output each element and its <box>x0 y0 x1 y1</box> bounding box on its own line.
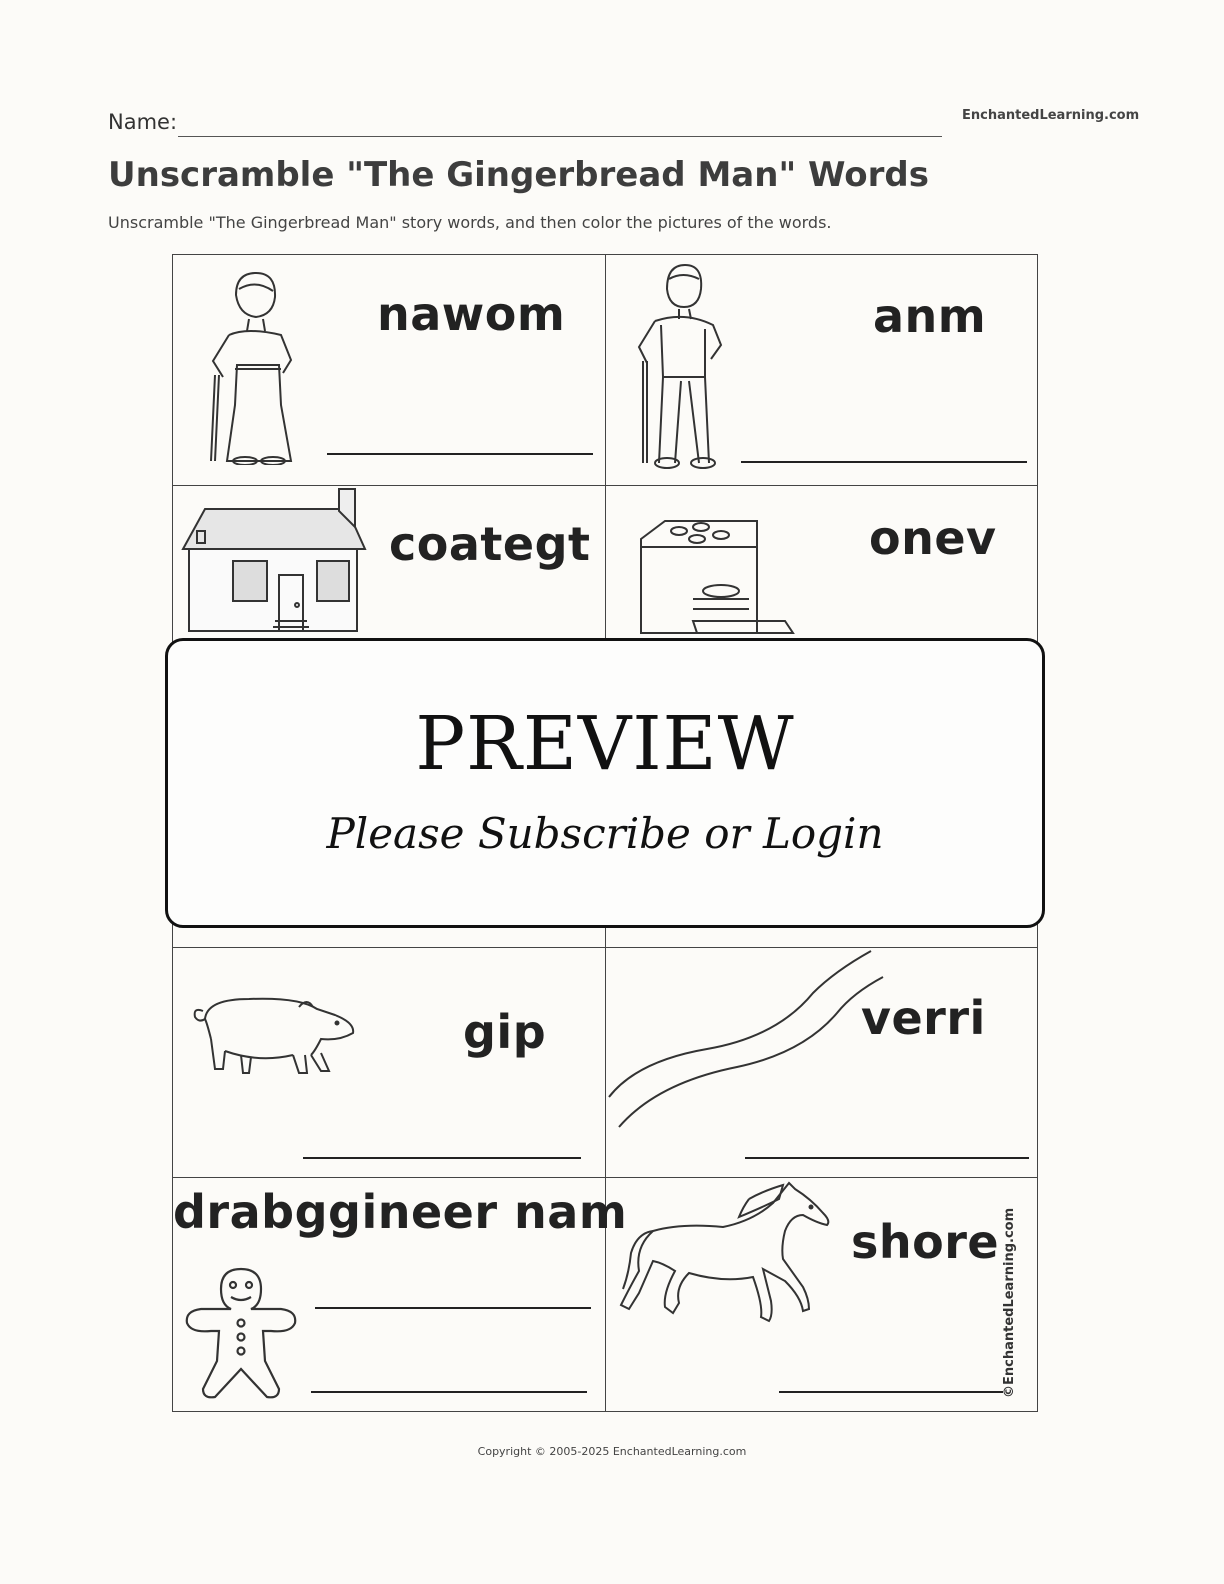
grid-divider-row-1 <box>173 485 1037 486</box>
oven-image <box>637 517 797 637</box>
old-woman-image <box>201 265 311 465</box>
answer-line-pig[interactable] <box>303 1157 581 1159</box>
preview-overlay[interactable] <box>165 638 1045 928</box>
pig-image <box>189 993 359 1083</box>
page-title: Unscramble "The Gingerbread Man" Words <box>108 155 929 195</box>
gingerbread-man-image <box>181 1265 301 1401</box>
grid-divider-row-4 <box>173 1177 1037 1178</box>
scrambled-word-man: anm <box>873 289 987 343</box>
cottage-image <box>179 487 369 637</box>
answer-line-gingerbread-man-2[interactable] <box>311 1391 587 1393</box>
scrambled-word-cottage: coategt <box>389 517 591 571</box>
answer-line-river[interactable] <box>745 1157 1029 1159</box>
answer-line-man[interactable] <box>741 461 1027 463</box>
preview-subscribe-login[interactable]: Please Subscribe or Login <box>326 809 884 858</box>
scrambled-word-river: verri <box>861 991 986 1045</box>
scrambled-word-woman: nawom <box>377 287 566 341</box>
answer-line-horse[interactable] <box>779 1391 1003 1393</box>
copyright: Copyright © 2005-2025 EnchantedLearning.com <box>477 1445 747 1458</box>
scrambled-word-horse: shore <box>851 1215 1000 1269</box>
scrambled-word-pig: gip <box>463 1005 547 1059</box>
site-name: EnchantedLearning.com <box>962 108 1140 123</box>
preview-title: PREVIEW <box>415 701 795 787</box>
scrambled-word-gingerbread-man: drabggineer nam <box>173 1185 628 1239</box>
name-label: Name: <box>108 110 178 134</box>
name-line <box>178 136 942 137</box>
scrambled-word-oven: onev <box>869 511 997 565</box>
horse-image <box>613 1177 837 1347</box>
old-man-image <box>625 259 735 471</box>
grid-divider-row-3 <box>173 947 1037 948</box>
vertical-credit: ©EnchantedLearning.com <box>1002 1207 1017 1398</box>
instructions: Unscramble "The Gingerbread Man" story words, and then color the pictures of the words. <box>108 213 832 232</box>
answer-line-woman[interactable] <box>327 453 593 455</box>
answer-line-gingerbread-man-1[interactable] <box>315 1307 591 1309</box>
